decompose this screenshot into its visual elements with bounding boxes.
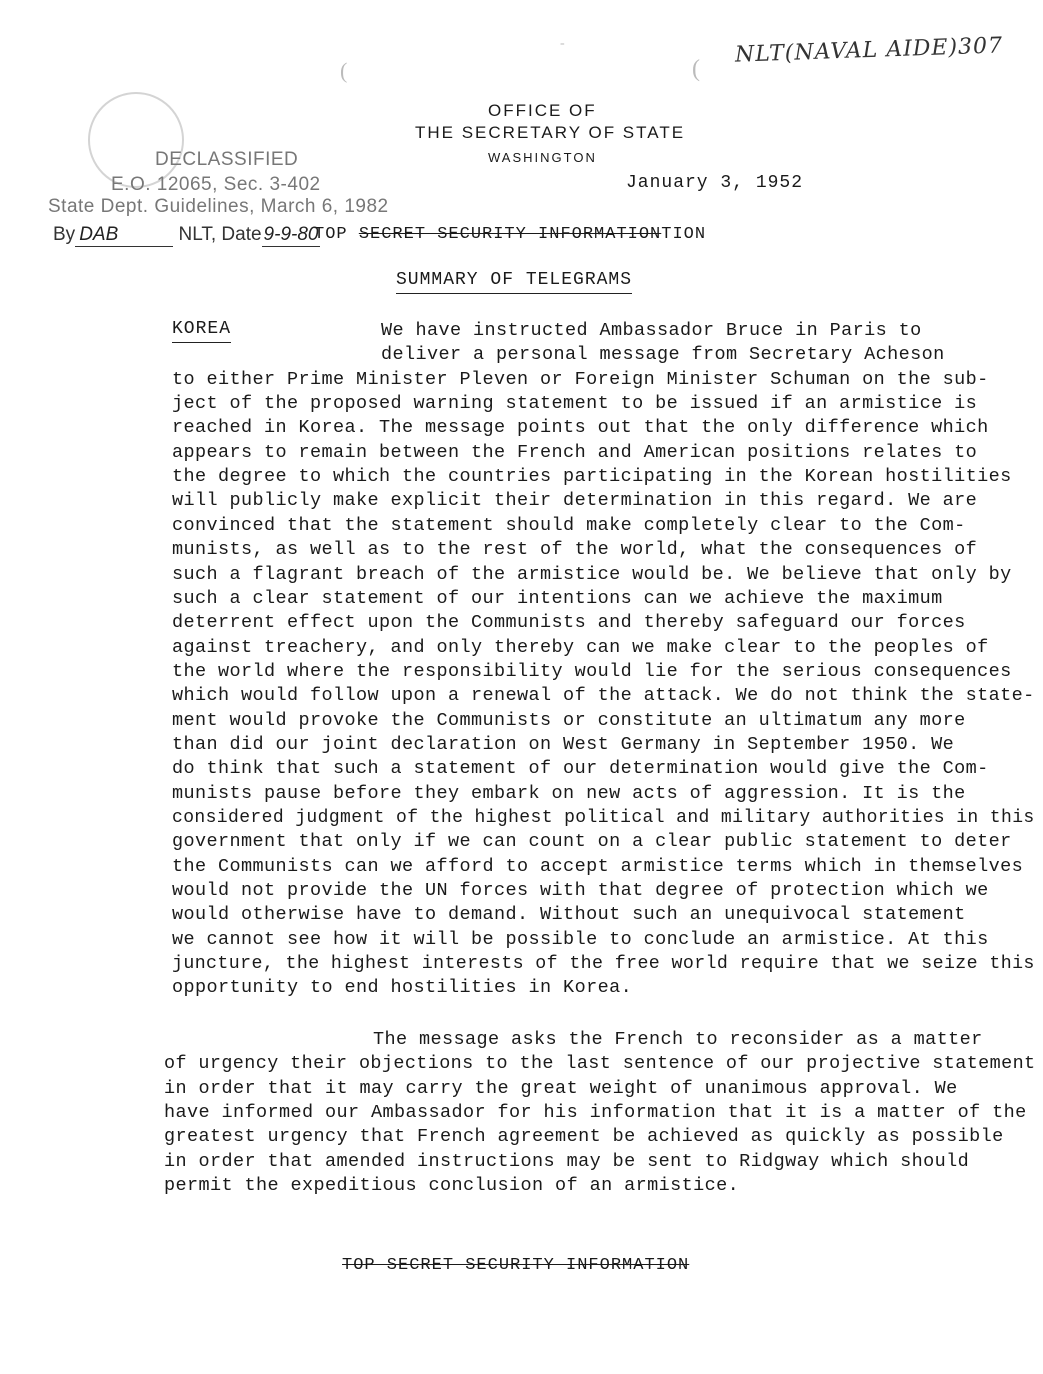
paragraph-1-line: opportunity to end hostilities in Korea.	[172, 977, 633, 999]
paragraph-2-line: The message asks the French to reconsider as a matter	[373, 1029, 983, 1050]
document-title: SUMMARY OF TELEGRAMS	[396, 270, 632, 294]
scan-mark: (	[692, 56, 700, 82]
paragraph-2-line: of urgency their objections to the last sentence of our projective statement	[164, 1053, 1036, 1075]
classification-suffix: TION	[661, 225, 707, 244]
paragraph-1-line: do think that such a statement of our determination would give the Com-	[172, 758, 989, 780]
paragraph-1-line: will publicly make explicit their determination in this regard. We are	[172, 490, 978, 512]
paragraph-1-line: reached in Korea. The message points out that the only difference which	[172, 417, 989, 439]
paragraph-2-line: permit the expeditious conclusion of an armistice.	[164, 1175, 740, 1197]
paragraph-1-line: ment would provoke the Communists or constitute an ultimatum any more	[172, 709, 966, 731]
paragraph-1-line: such a clear statement of our intentions can we achieve the maximum	[172, 587, 943, 609]
paragraph-1-line: the world where the responsibility would lie for the serious consequences	[172, 660, 1012, 682]
paragraph-2-line: in order that amended instructions may be sent to Ridgway which should	[164, 1150, 970, 1172]
paragraph-1-line: deliver a personal message from Secretary Acheson	[381, 344, 945, 366]
declassification-date: 9-9-80	[263, 224, 319, 245]
paragraph-1-line: which would follow upon a renewal of the attack. We do not think the state-	[172, 685, 1035, 707]
paragraph-1-line: we cannot see how it will be possible to conclude an armistice. At this	[172, 928, 989, 950]
paragraph-1-line: would not provide the UN forces with that degree of protection which we	[172, 880, 989, 902]
paragraph-1-line: such a flagrant breach of the armistice would be. We believe that only by	[172, 563, 1012, 585]
paragraph-1-line: ject of the proposed warning statement to be issued if an armistice is	[172, 393, 978, 415]
handwritten-file-note: NLT(NAVAL AIDE)307	[734, 33, 1004, 68]
by-label: By	[53, 224, 76, 245]
paragraph-1-line: the Communists can we afford to accept armistice terms which in themselves	[172, 855, 1024, 877]
declassified-by-row	[53, 224, 320, 247]
paragraph-1-line: considered judgment of the highest political and military authorities in this	[172, 807, 1035, 828]
declassified-stamp: DECLASSIFIED	[155, 149, 299, 170]
classification-footer: TOP SECRET SECURITY INFORMATION	[342, 1256, 690, 1275]
scan-mark: (	[340, 58, 348, 83]
section-heading-korea: KOREA	[172, 319, 231, 343]
classification-struck: SECRET SECURITY INFORMATION	[358, 225, 662, 244]
classification-stamped: TOP	[314, 225, 348, 244]
paragraph-1-line: appears to remain between the French and American positions relates to	[172, 441, 978, 463]
executive-order-stamp: E.O. 12065, Sec. 3-402	[111, 174, 321, 195]
guidelines-stamp: State Dept. Guidelines, March 6, 1982	[48, 196, 389, 217]
paragraph-1-line: convinced that the statement should make completely clear to the Com-	[172, 514, 966, 536]
letterhead-secretary: THE SECRETARY OF STATE	[415, 123, 686, 142]
paragraph-1-line: would otherwise have to demand. Without such an unequivocal statement	[172, 904, 966, 926]
paragraph-1-line: munists pause before they embark on new acts of aggression. It is the	[172, 782, 966, 804]
letterhead-city: WASHINGTON	[488, 150, 597, 165]
paragraph-2-line: have informed our Ambassador for his information that it is a matter of the	[164, 1102, 1027, 1124]
classification-header	[314, 225, 706, 244]
paragraph-2-line: greatest urgency that French agreement be achieved as quickly as possible	[164, 1126, 1004, 1148]
paragraph-1-line: to either Prime Minister Pleven or Foreign Minister Schuman on the sub-	[172, 368, 989, 390]
paragraph-1-line: against treachery, and only thereby can we make clear to the peoples of	[172, 636, 989, 658]
paragraph-1-line: We have instructed Ambassador Bruce in Paris to	[381, 320, 922, 341]
paragraph-1-line: government that only if we can count on a clear public statement to deter	[172, 831, 1012, 853]
paragraph-1-line: the degree to which the countries participating in the Korean hostilities	[172, 466, 1012, 488]
paragraph-1-line: munists, as well as to the rest of the world, what the consequences of	[172, 539, 978, 561]
paragraph-2-line: in order that it may carry the great weight of unanimous approval. We	[164, 1077, 958, 1099]
scan-mark: -	[560, 36, 565, 51]
paragraph-1-line: deterrent effect upon the Communists and thereby safeguard our forces	[172, 612, 966, 634]
paragraph-1-line: juncture, the highest interests of the free world require that we seize this	[172, 953, 1035, 975]
letterhead-office: OFFICE OF	[488, 101, 597, 120]
nlt-date-label: NLT, Date	[178, 224, 262, 245]
reviewer-signature: DAB	[75, 224, 173, 247]
memo-date: January 3, 1952	[626, 173, 804, 193]
paragraph-1-line: than did our joint declaration on West Germany in September 1950. We	[172, 733, 955, 755]
